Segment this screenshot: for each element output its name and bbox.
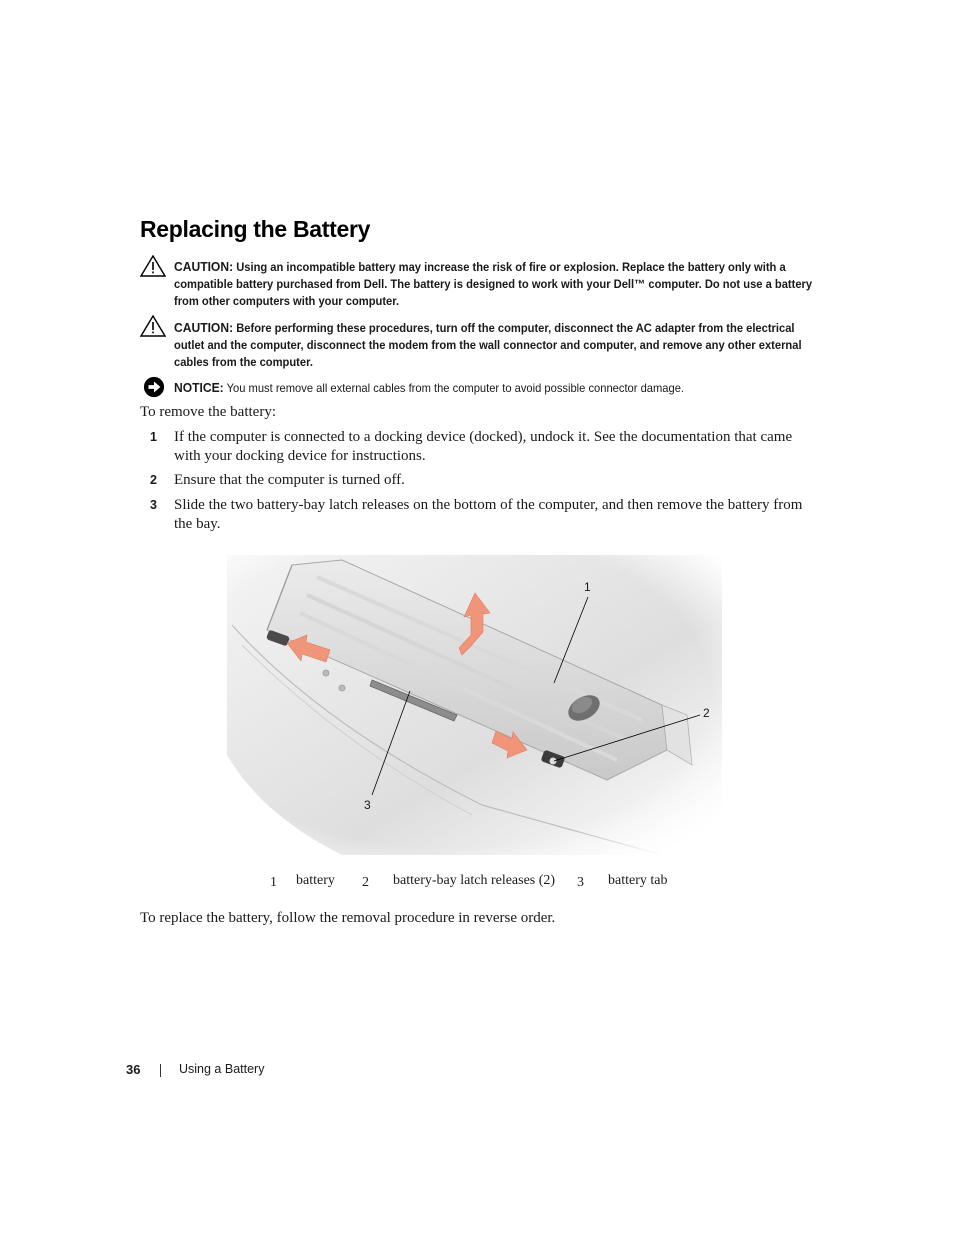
intro-text: To remove the battery:	[140, 404, 276, 420]
notice-label: NOTICE:	[174, 380, 224, 395]
legend-number: 3	[577, 875, 584, 890]
step-text: Ensure that the computer is turned off.	[174, 472, 405, 488]
step-text: Slide the two battery-bay latch releases on the bottom of the computer, and then remove the battery from the bay.	[174, 497, 803, 532]
battery-removal-illustration	[222, 555, 722, 855]
callout-3: 3	[364, 798, 371, 812]
caution-label: CAUTION:	[174, 320, 234, 335]
legend-label: battery-bay latch releases (2)	[393, 873, 556, 888]
footer-divider	[160, 1064, 161, 1077]
callout-2: 2	[703, 706, 710, 720]
caution-text: Using an incompatible battery may increase the risk of fire or explosion. Replace the battery only with a compatible battery purchased from Dell. The battery is designed to work with your Dell™ computer. Do not use a battery from other computers with your computer.	[174, 260, 813, 309]
page-title: Replacing the Battery	[140, 216, 371, 242]
caution-label: CAUTION:	[174, 259, 234, 274]
step-number: 1	[150, 430, 157, 444]
notice-arrow-icon	[141, 376, 167, 398]
caution-text: Before performing these procedures, turn off the computer, disconnect the AC adapter from the electrical outlet and the computer, disconnect the modem from the wall connector and computer, and remove any other external cables from the computer.	[174, 321, 802, 370]
caution-note-1	[174, 258, 825, 311]
caution-triangle-icon	[140, 255, 166, 277]
footer-section-title: Using a Battery	[179, 1062, 265, 1076]
notice-text: You must remove all external cables from the computer to avoid possible connector damage.	[226, 381, 685, 395]
caution-triangle-icon	[140, 315, 166, 337]
legend-number: 2	[362, 875, 369, 890]
caution-note-2	[174, 319, 825, 372]
legend-number: 1	[270, 875, 277, 890]
legend-label: battery tab	[608, 873, 668, 888]
step-text: If the computer is connected to a docking device (docked), undock it. See the documentation that came with your docking device for instructions.	[174, 429, 793, 464]
step-number: 3	[150, 498, 157, 512]
legend-label: battery	[296, 873, 335, 888]
notice-note	[174, 379, 825, 397]
closing-text: To replace the battery, follow the removal procedure in reverse order.	[140, 910, 556, 926]
page-number: 36	[126, 1062, 141, 1077]
callout-1: 1	[584, 580, 591, 594]
step-number: 2	[150, 473, 157, 487]
